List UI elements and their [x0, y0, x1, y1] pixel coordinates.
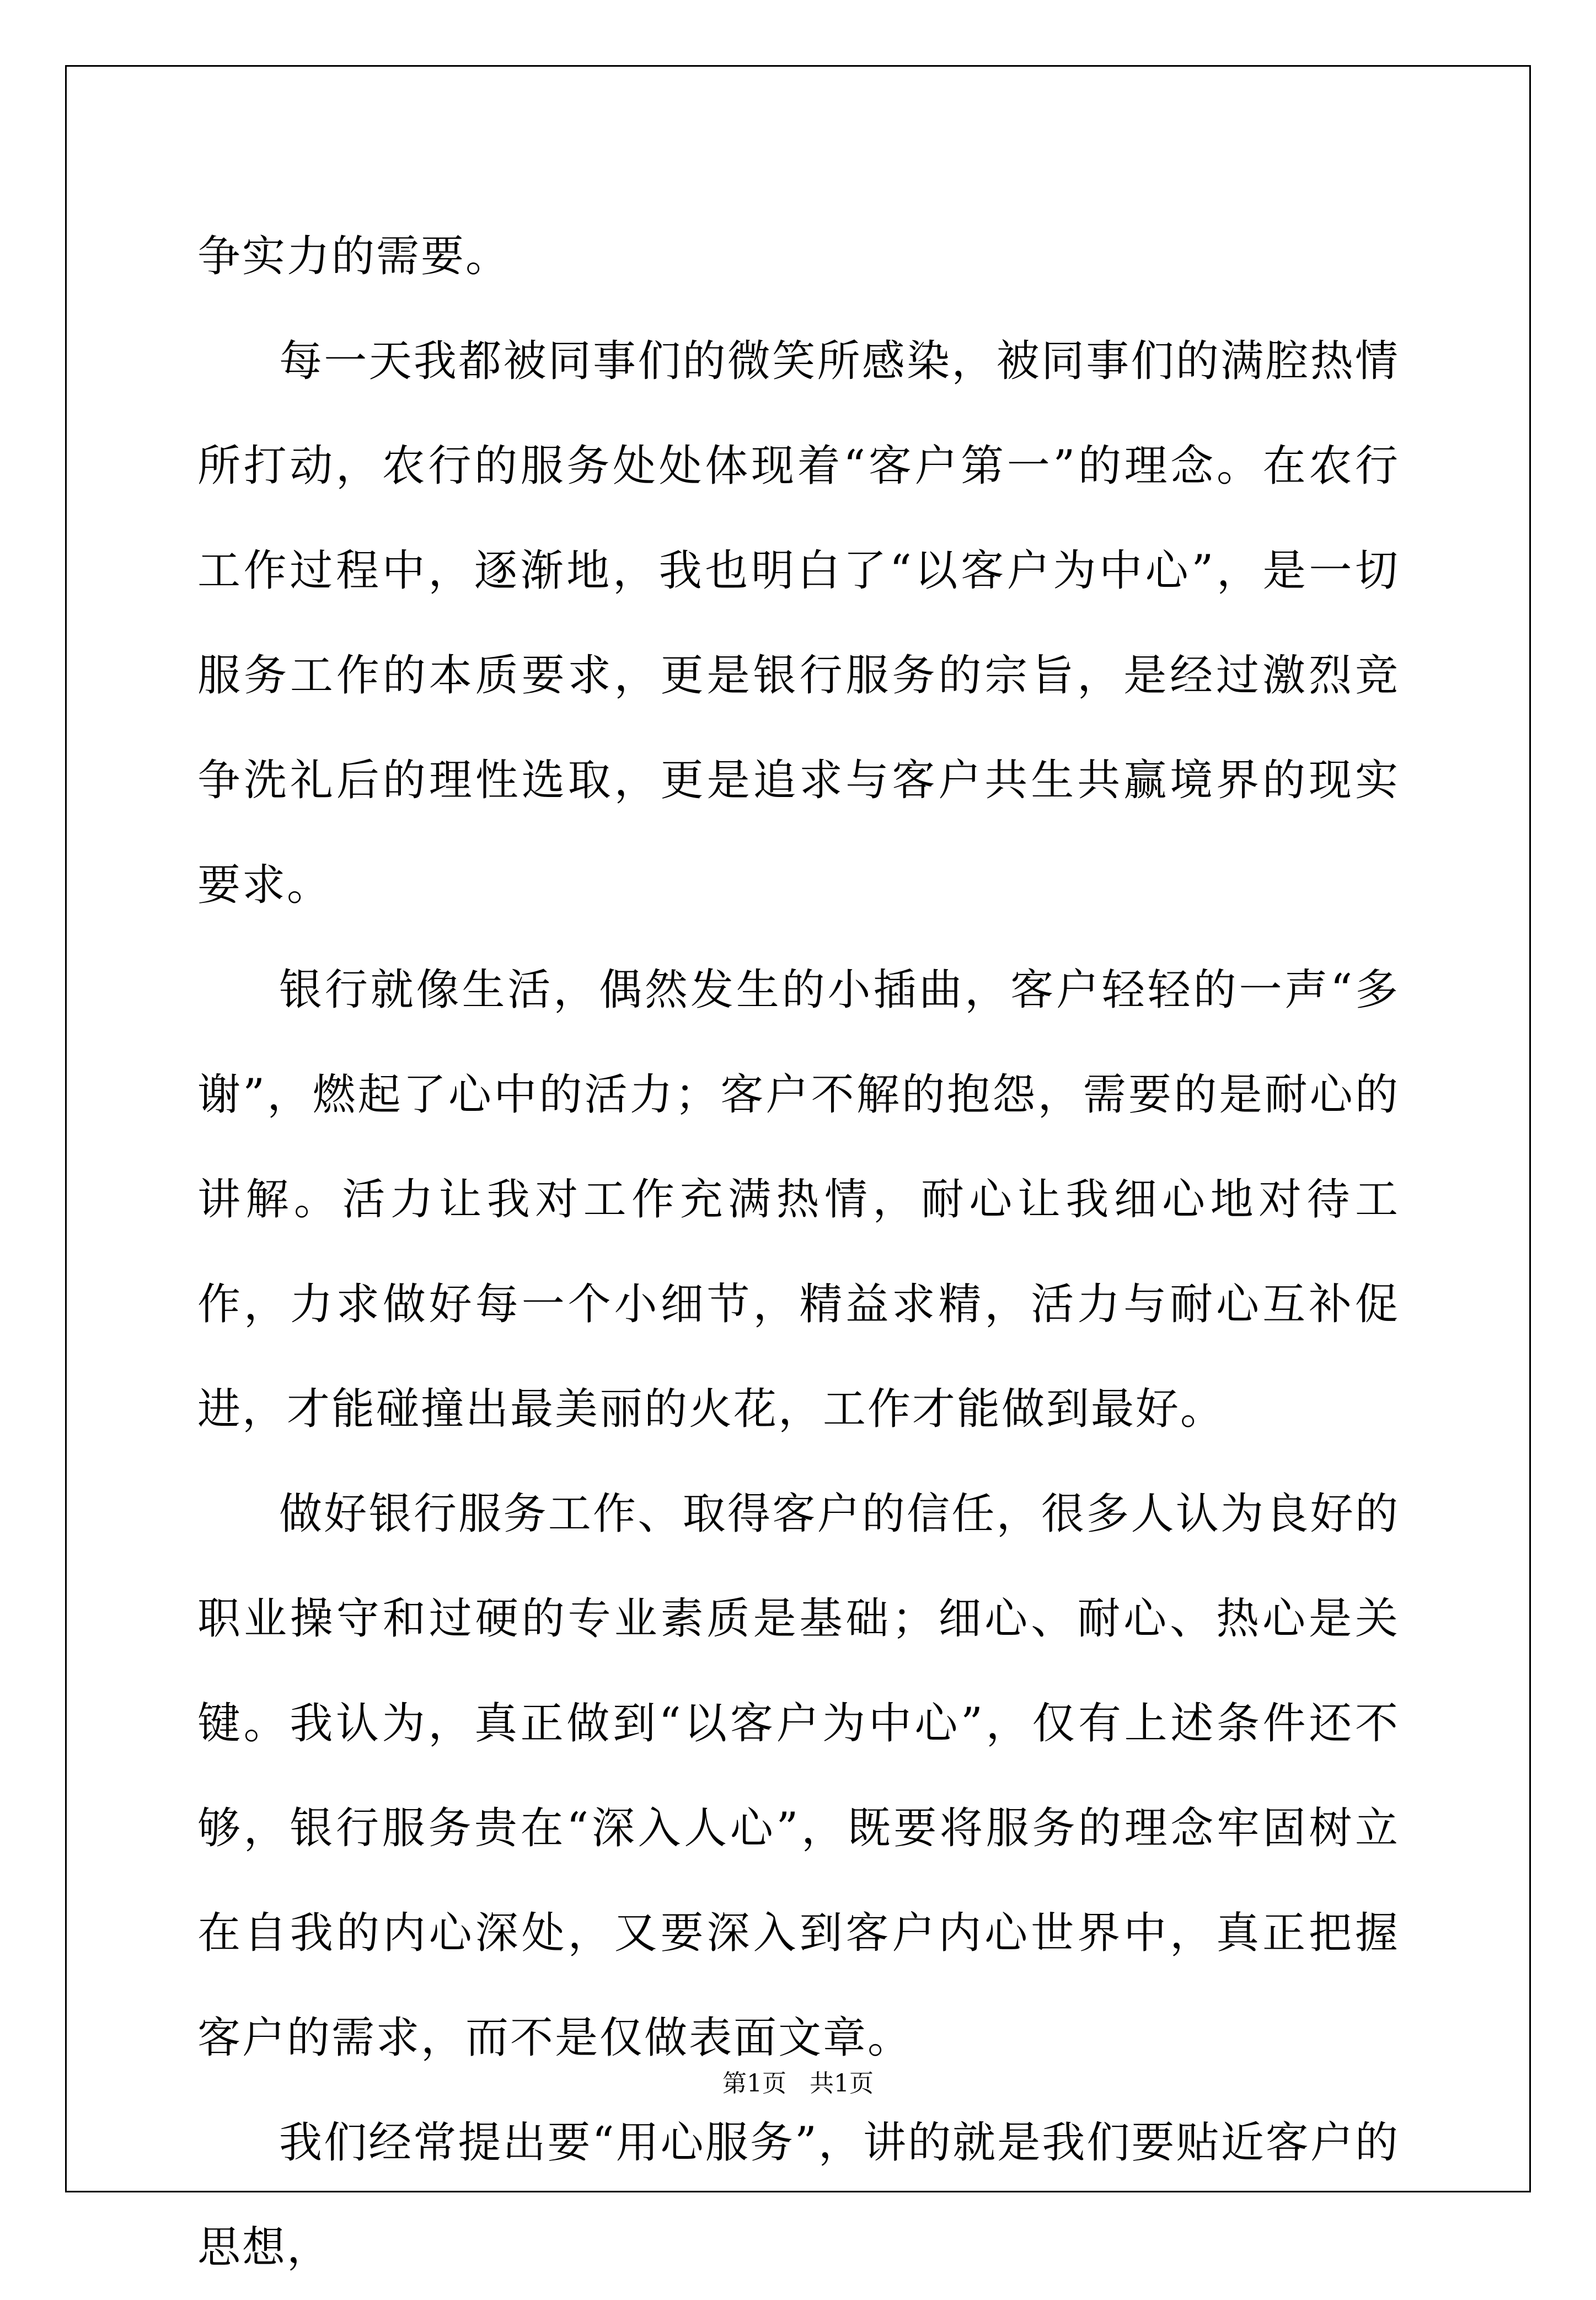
- document-body: [197, 204, 1400, 2300]
- paragraph-4: 做好银行服务工作、取得客户的信任，很多人认为良好的职业操守和过硬的专业素质是基础；细心、耐心、热心是关键。我认为，真正做到“以客户为中心”，仅有上述条件还不够，银行服务贵在“深入人心”，既要将服务的理念牢固树立在自我的内心深处，又要深入到客户内心世界中，真正把握客户的需求，而不是仅做表面文章。: [197, 1489, 1400, 2063]
- paragraph-2: 每一天我都被同事们的微笑所感染，被同事们的满腔热情所打动，农行的服务处处体现着“客户第一”的理念。在农行工作过程中，逐渐地，我也明白了“以客户为中心”，是一切服务工作的本质要求，更是银行服务的宗旨，是经过激烈竞争洗礼后的理性选取，更是追求与客户共生共赢境界的现实要求。: [197, 336, 1400, 910]
- paragraph-3: 银行就像生活，偶然发生的小插曲，客户轻轻的一声“多谢”，燃起了心中的活力；客户不解的抱怨，需要的是耐心的讲解。活力让我对工作充满热情，耐心让我细心地对待工作，力求做好每一个小细节，精益求精，活力与耐心互补促进，才能碰撞出最美丽的火花，工作才能做到最好。: [197, 965, 1400, 1434]
- page-total: 共1页: [809, 2069, 874, 2098]
- page-number: 第1页: [722, 2069, 787, 2098]
- paragraph-1: 争实力的需要。: [197, 232, 511, 281]
- paragraph-5: 我们经常提出要“用心服务”，讲的就是我们要贴近客户的思想，: [197, 2118, 1400, 2272]
- page-footer: [0, 2063, 1596, 2099]
